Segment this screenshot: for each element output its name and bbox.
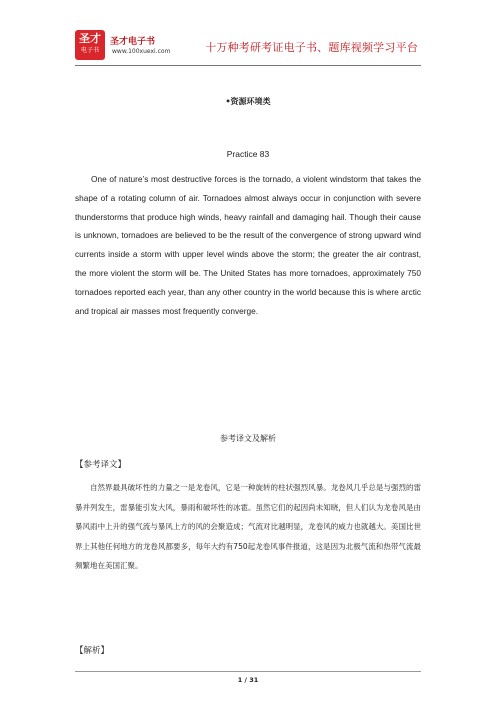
english-passage: One of nature’s most destructive forces is the tornado, a violent windstorm that takes the shape of a rotating column of air. Tornadoes almost always occur in conjunction with severe thunderstorms that produce high winds, heavy rainfall and damaging hail. Though their cause is unknown, tornadoes are believed to be the result of the convergence of strong upward wind currents inside a storm with upper level winds above the storm; the greater the air contrast, the more violent the storm will be. The United States has more tornadoes, approximately 750 tornadoes reported each year, than any other country in the world because this is where arctic and tropical air masses most frequently converge. [75, 174, 421, 316]
page-header [0, 0, 496, 66]
section-title: •资源环境类 [225, 97, 271, 106]
answer-heading: 参考译文及解析 [220, 434, 276, 443]
header-divider [75, 65, 421, 66]
site-url[interactable]: www.100xuexi.com [112, 48, 171, 55]
logo-line2: 电子书 [80, 47, 99, 54]
header-slogan: 十万种考研考证电子书、题库视频学习平台 [205, 41, 418, 54]
translation-text: 自然界最具破坏性的力量之一是龙卷风，它是一种旋转的柱状强烈风暴。龙卷风几乎总是与强烈的雷暴并列发生，雷暴能引发大风，暴雨和破坏性的冰雹。虽然它们的起因尚未知晓，但人们认为龙卷风是由暴风雨中上升的强气流与暴风上方的风的会聚造成；气流对比越明显，龙卷风的威力也就越大。美国比世界上其他任何地方的龙卷风都要多，每年大约有750起龙卷风事件报道，这是因为北极气流和热带气流最频繁地在美国汇聚。 [75, 483, 421, 571]
analysis-label: 【解析】 [75, 646, 110, 656]
brand-name: 圣才电子书 [110, 37, 156, 47]
page-number: 1 / 31 [237, 676, 259, 684]
logo-line1: 圣才 [79, 32, 101, 45]
logo [75, 30, 105, 60]
footer-divider [75, 671, 421, 672]
practice-title: Practice 83 [226, 149, 270, 159]
translation-label: 【参考译文】 [75, 460, 127, 470]
